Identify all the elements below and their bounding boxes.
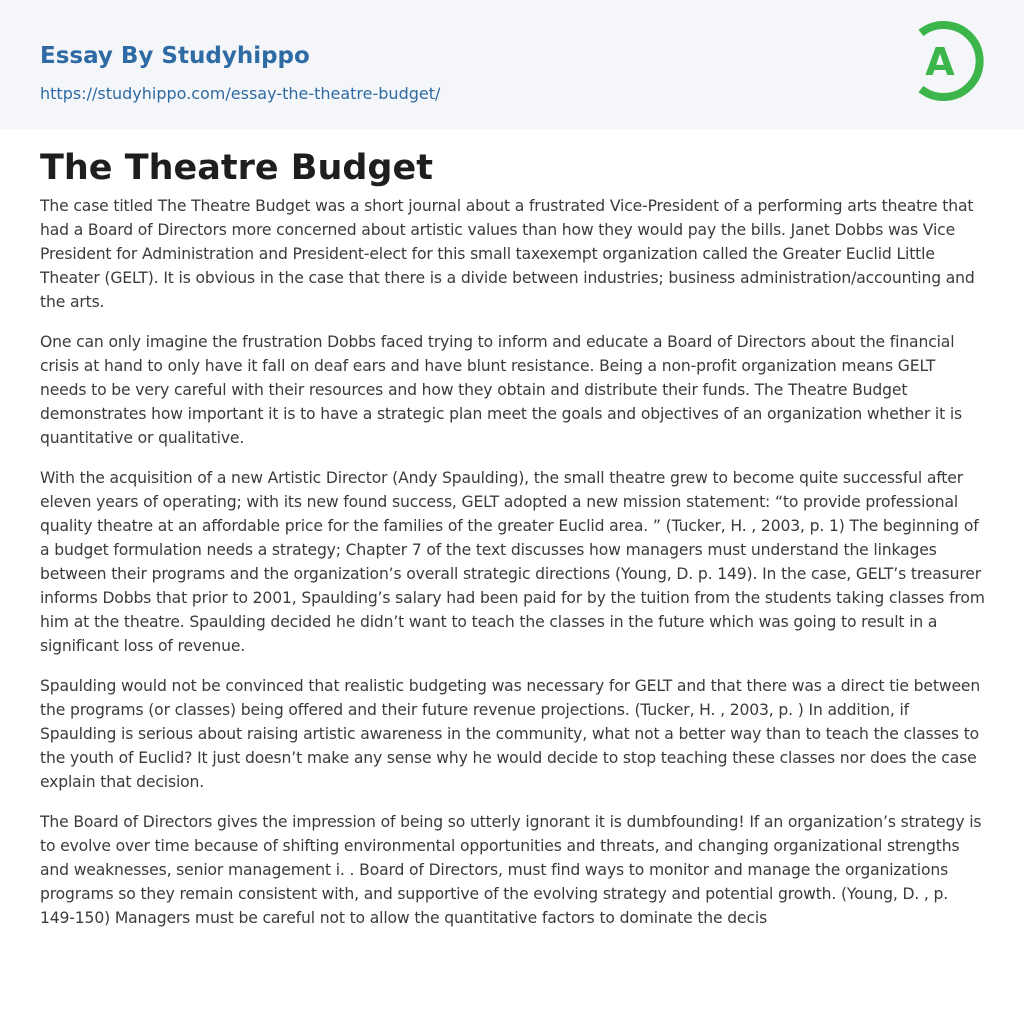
article-paragraph: The case titled The Theatre Budget was a short journal about a frustrated Vice-President of a performing arts theatre that had a Board of Directors more concerned about artistic values than how they would pay the bills. Janet Dobbs was Vice President for Administration and President-elect for this small taxexempt organization called the Greater Euclid Little Theater (GELT). It is obvious in the case that there is a divide between industries; business administration/accounting and the arts. [40, 197, 975, 311]
page-title: The Theatre Budget [40, 148, 433, 188]
article-paragraph: With the acquisition of a new Artistic Director (Andy Spaulding), the small theatre grew to become quite successful after eleven years of operating; with its new found success, GELT adopted a new mission statement: “to provide professional quality theatre at an affordable price for the families of the greater Euclid area. ” (Tucker, H. , 2003, p. 1) The beginning of a budget formulation needs a strategy; Chapter 7 of the text discusses how managers must understand the linkages between their programs and the organization’s overall strategic directions (Young, D. p. 149). In the case, GELT’s treasurer informs Dobbs that prior to 2001, Spaulding’s salary had been paid for by the tuition from the students taking classes from him at the theatre. Spaulding decided he didn’t want to teach the classes in the future which was going to result in a significant loss of revenue. [40, 469, 985, 655]
logo-letter: A [925, 40, 955, 84]
article-paragraph: Spaulding would not be convinced that realistic budgeting was necessary for GELT and that there was a direct tie between the programs (or classes) being offered and their future revenue projections. (Tucker, H. , 2003, p. ) In addition, if Spaulding is serious about raising artistic awareness in the community, what not a better way than to teach the classes to the youth of Euclid? It just doesn’t make any sense why he would decide to stop teaching these classes nor does the case explain that decision. [40, 677, 981, 791]
site-header [0, 0, 1024, 129]
article-body [40, 194, 986, 946]
article-paragraph: One can only imagine the frustration Dobbs faced trying to inform and educate a Board of Directors about the financial crisis at hand to only have it fall on deaf ears and have blunt resistance. Being a non-profit organization means GELT needs to be very careful with their resources and how they obtain and distribute their funds. The Theatre Budget demonstrates how important it is to have a strategic plan meet the goals and objectives of an organization whether it is quantitative or qualitative. [40, 333, 963, 447]
article-paragraph: The Board of Directors gives the impression of being so utterly ignorant it is dumbfounding! If an organization’s strategy is to evolve over time because of shifting environmental opportunities and threats, and changing organizational strengths and weaknesses, senior management i. . Board of Directors, must find ways to monitor and manage the organizations programs so they remain consistent with, and supportive of the evolving strategy and potential growth. (Young, D. , p. 149-150) Managers must be careful not to allow the quantitative factors to dominate the decis [40, 813, 982, 927]
essay-url-link[interactable]: https://studyhippo.com/essay-the-theatre-budget/ [40, 84, 441, 103]
studyhippo-logo-icon[interactable] [911, 18, 987, 106]
brand-title[interactable]: Essay By Studyhippo [40, 43, 310, 69]
